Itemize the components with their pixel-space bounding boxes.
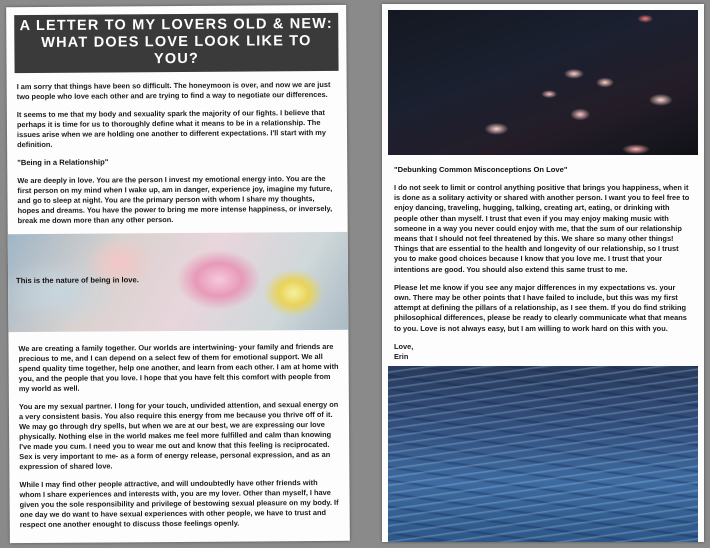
paragraph-intro: I am sorry that things have been so difficult. The honeymoon is over, and now we are just two people who love each other and are trying to find a way to negotiate our differences. bbox=[16, 79, 331, 102]
intro-text bbox=[17, 80, 337, 150]
title-line-1: A LETTER TO MY LOVERS OLD & NEW: bbox=[19, 15, 334, 35]
paragraph-deeply-in-love: We are deeply in love. You are the person I invest my emotional energy into. You are the first person on my mind when I wake up, am in danger, experience joy, imagine my future, and go to sleep at night. You are the primary person with whom I share my thoughts, hopes and dreams. You have the power to bring me more intense happiness, or inversely, break me down more than any other person. bbox=[17, 173, 333, 226]
misconceptions-text bbox=[394, 183, 692, 334]
section-heading-relationship: "Being in a Relationship" bbox=[17, 157, 109, 168]
paragraph-body-sexuality: It seems to me that my body and sexuality spark the majority of our fights. I believe that perhaps it is time for us to thoroughly define what it means to be in a relationship. The issues arise when we are holding one another to different expectations. I'll start with my definition. bbox=[16, 107, 327, 150]
paragraph-differences: Please let me know if you see any major differences in my expectations vs. your own. There may be other points that I have failed to include, but this was my first attempt at defining the pillars of a relationship, as I see them. If you do find striking philosophical differences, please be ready to clearly communicate what that means to you. Love is not always easy, but I am willing to work hard on this with you. bbox=[394, 282, 687, 333]
title-line-2: WHAT DOES LOVE LOOK LIKE TO YOU? bbox=[41, 33, 312, 68]
closing-text: Love, bbox=[394, 341, 414, 351]
title-banner bbox=[14, 13, 338, 73]
flower-photo bbox=[8, 232, 349, 332]
paragraph-trust: I do not seek to limit or control anything positive that brings you happiness, when it is done as a solitary activity or shared with another person. I want you to feel free to enjoy dancing, traveling, hugging, talking, creating art, eating, or drinking with people other than myself. I trust that even if you may enjoy making music with someone in a way you never could enjoy with me, that the sum of our relationship means that I should not feel threatened by this. We share so many other things! Things that are essential to the health and longevity of our relationship, so I trust you to make good choices because I know that you love me. I trust that your intentions are good. You should also extend this same trust to me. bbox=[394, 183, 690, 274]
signature-name: Erin bbox=[394, 351, 409, 361]
flower-photo-caption: This is the nature of being in love. bbox=[16, 275, 139, 286]
relationship-text bbox=[17, 174, 337, 226]
paragraph-sexual-partner: You are my sexual partner. I long for your touch, undivided attention, and sexual energy on a very consistent basis. You also require this energy from me because you thrive off of it. We may go through dry spells, but when we are at our best, we are expressing our love physically. Nothing else in the world makes me feel more fulfilled and calm than knowing I've made you cum. I need you to wear me out and know that this feeling is reciprocated. Sex is very important to me- as a form of energy release, personal expression, and as an expression of shared love. bbox=[18, 399, 339, 472]
section-heading-misconceptions: "Debunking Common Misconceptions On Love" bbox=[394, 165, 568, 174]
family-text bbox=[18, 342, 339, 530]
water-photo bbox=[388, 366, 698, 542]
paragraph-family: We are creating a family together. Our worlds are intertwining- your family and friends are precious to me, and I can depend on a select few of them for emotional support. We all spend quality time together, help one another, and learn from each other. I am at home with you, and the people that you love. I hope that you have felt this comfort with people from my world as well. bbox=[18, 341, 339, 394]
signature-block bbox=[394, 342, 692, 362]
right-page bbox=[382, 4, 704, 542]
night-lights-photo bbox=[388, 10, 698, 155]
left-page bbox=[6, 5, 350, 543]
paragraph-lover: While I may find other people attractive, and will undoubtedly have other friends with whom I share experiences and interests with, you are my lover. Other than myself, I have given you the sole responsibility and privilege of bestowing sexual pleasure on my body. If one day we do want to have sexual experiences with other people, we have to trust and respect one another enought to discuss those feelings openly. bbox=[19, 478, 339, 530]
